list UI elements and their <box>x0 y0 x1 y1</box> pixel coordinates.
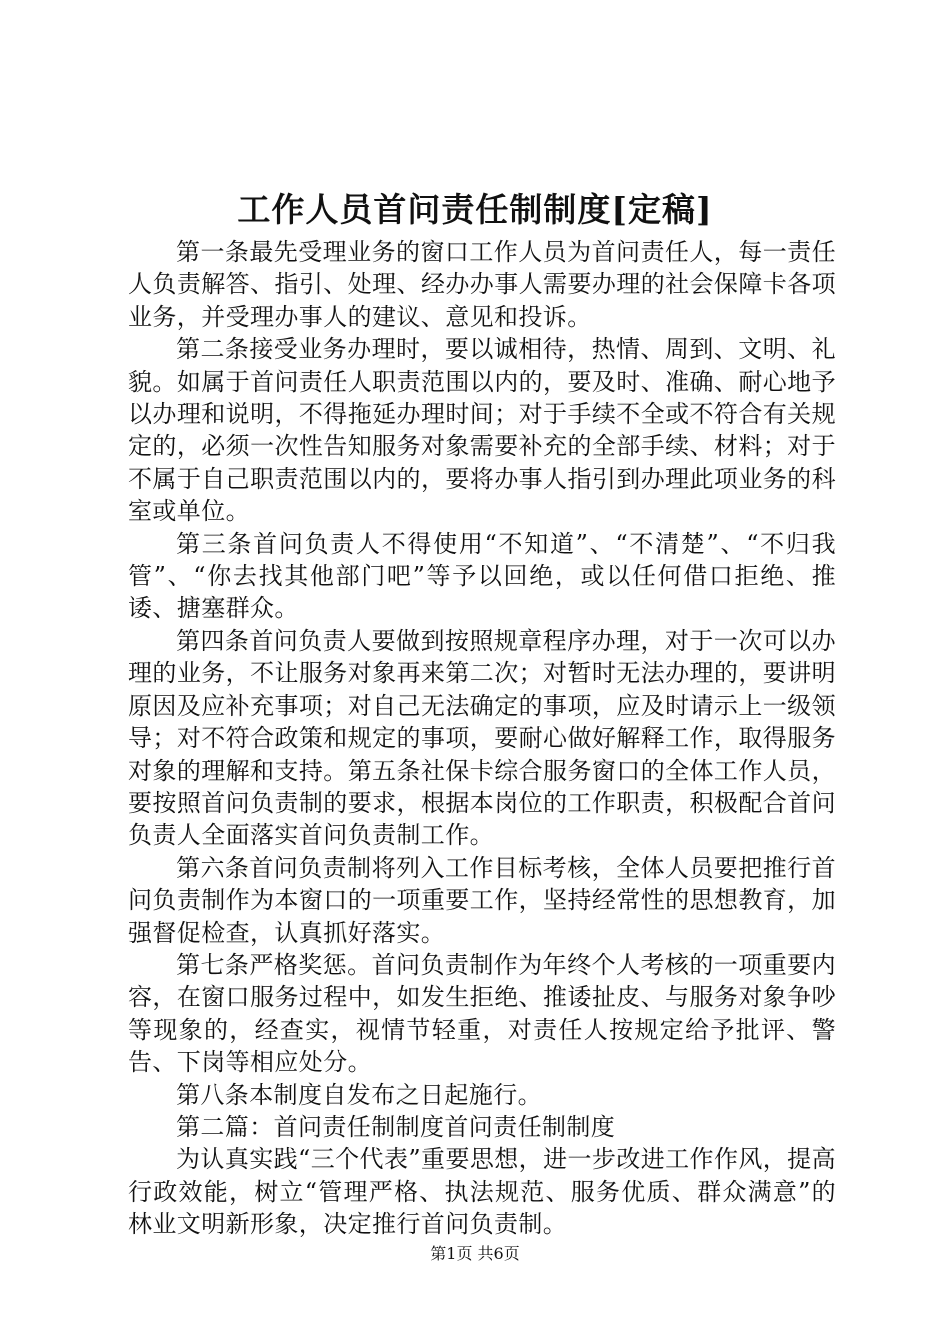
paragraph-article-4-5: 第四条首问负责人要做到按照规章程序办理，对于一次可以办理的业务，不让服务对象再来第二次；对暂时无法办理的，要讲明原因及应补充事项；对自己无法确定的事项，应及时请示上一级领导；对不符合政策和规定的事项，要耐心做好解释工作，取得服务对象的理解和支持。第五条社保卡综合服务窗口的全体工作人员，要按照首问负责制的要求，根据本岗位的工作职责，积极配合首问负责人全面落实首问负责制工作。 <box>128 626 836 850</box>
paragraph-article-2: 第二条接受业务办理时，要以诚相待，热情、周到、文明、礼貌。如属于首问责任人职责范围以内的，要及时、准确、耐心地予以办理和说明，不得拖延办理时间；对于手续不全或不符合有关规定的，必须一次性告知服务对象需要补充的全部手续、材料；对于不属于自己职责范围以内的，要将办事人指引到办理此项业务的科室或单位。 <box>128 335 836 526</box>
paragraph-article-6: 第六条首问负责制将列入工作目标考核，全体人员要把推行首问负责制作为本窗口的一项重要工作，坚持经常性的思想教育，加强督促检查，认真抓好落实。 <box>128 853 836 947</box>
paragraph-article-7: 第七条严格奖惩。首问负责制作为年终个人考核的一项重要内容，在窗口服务过程中，如发生拒绝、推诿扯皮、与服务对象争吵等现象的，经查实，视情节轻重，对责任人按规定给予批评、警告、下岗等相应处分。 <box>128 950 836 1077</box>
page-number-footer: 第1页 共6页 <box>430 1244 520 1263</box>
paragraph-section-2-heading: 第二篇：首问责任制制度首问责任制制度 <box>176 1112 616 1141</box>
document-title: 工作人员首问责任制制度[定稿] <box>237 190 713 229</box>
paragraph-article-1: 第一条最先受理业务的窗口工作人员为首问责任人，每一责任人负责解答、指引、处理、经办办事人需要办理的社会保障卡各项业务，并受理办事人的建议、意见和投诉。 <box>128 238 836 331</box>
paragraph-section-2-intro: 为认真实践“三个代表”重要思想，进一步改进工作作风，提高行政效能，树立“管理严格、执法规范、服务优质、群众满意”的林业文明新形象，决定推行首问负责制。 <box>128 1145 836 1239</box>
paragraph-article-8: 第八条本制度自发布之日起施行。 <box>176 1080 542 1109</box>
paragraph-article-3: 第三条首问负责人不得使用“不知道”、“不清楚”、“不归我管”、“你去找其他部门吧”等予以回绝，或以任何借口拒绝、推诿、搪塞群众。 <box>128 529 836 623</box>
document-body <box>128 236 836 1241</box>
